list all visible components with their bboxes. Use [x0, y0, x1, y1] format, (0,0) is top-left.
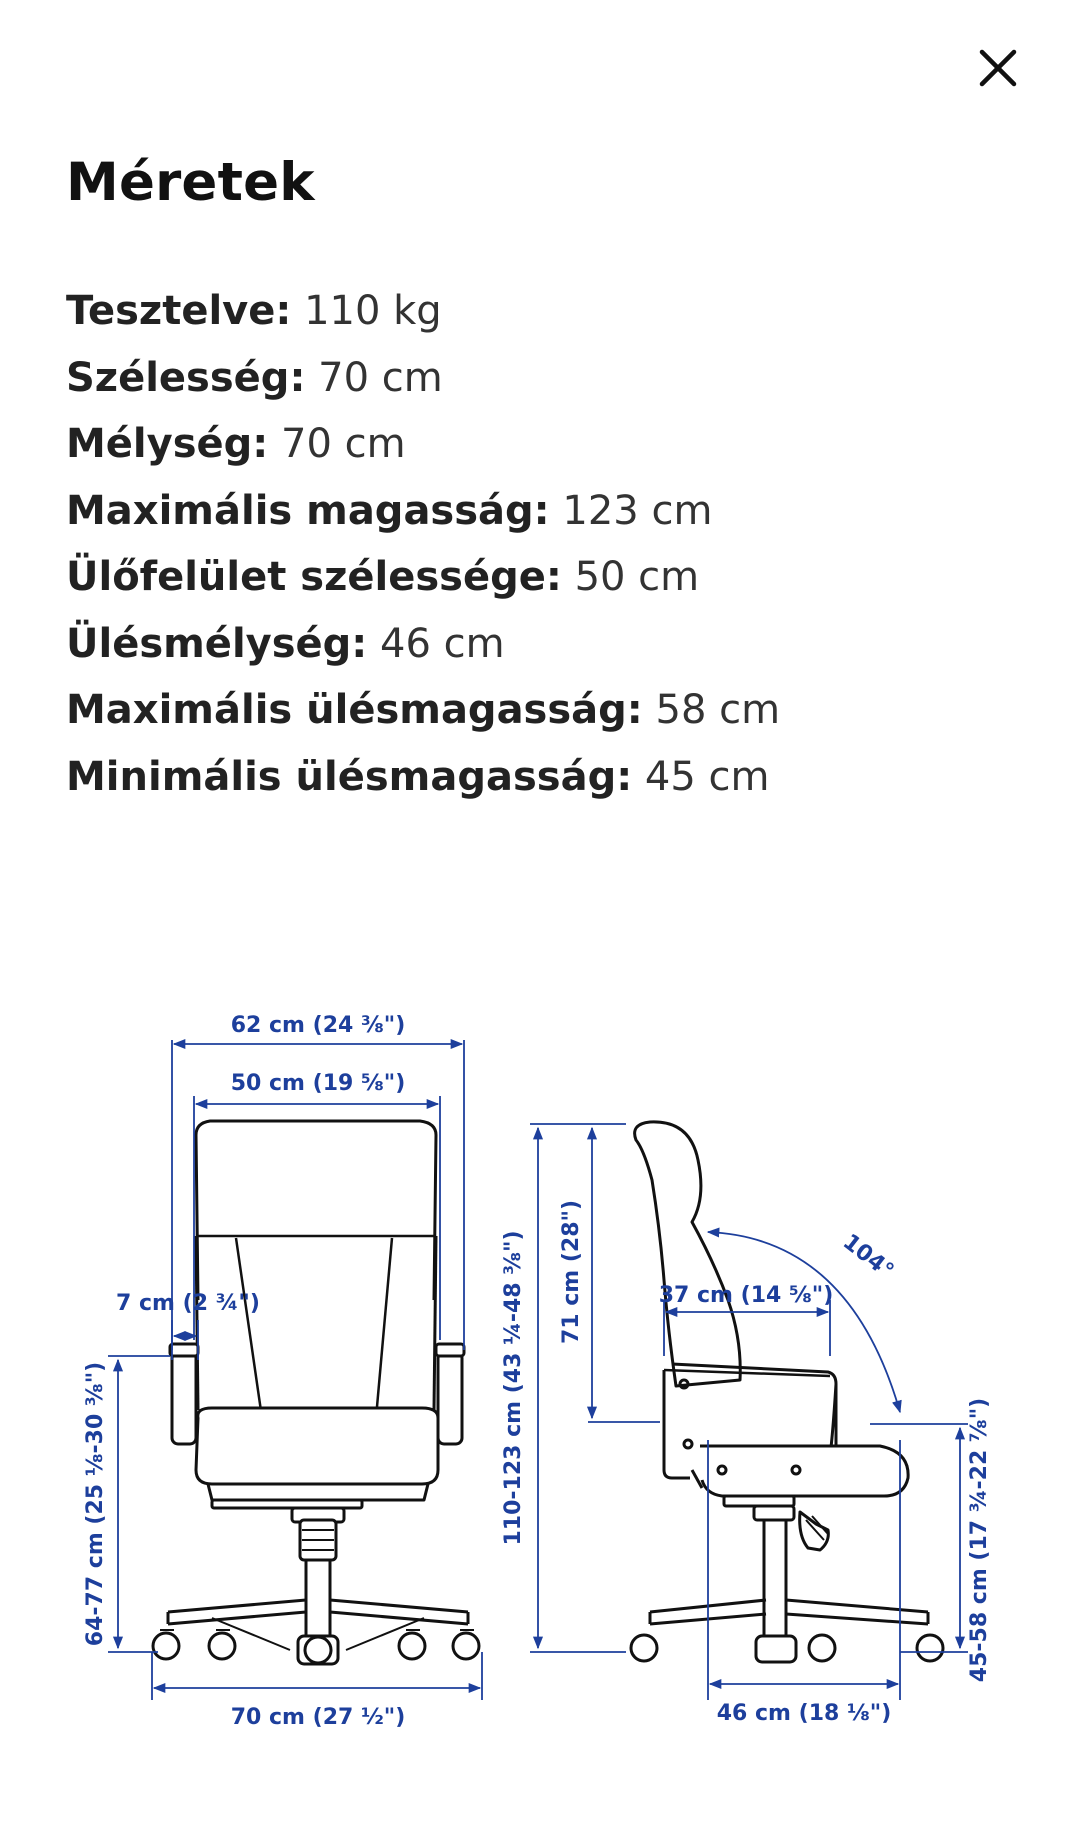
- dim-total-height: 110-123 cm (43 ¼-48 ⅜"): [501, 1230, 526, 1546]
- spec-max-seat-height: Maximális ülésmagasság: 58 cm: [66, 687, 781, 733]
- dim-armrest-depth: 37 cm (14 ⅝"): [658, 1283, 834, 1308]
- close-button[interactable]: [970, 40, 1026, 96]
- dim-base-width: 70 cm (27 ½"): [230, 1705, 406, 1730]
- spec-tested-weight: Tesztelve: 110 kg: [66, 288, 442, 334]
- front-view-chair: [153, 1121, 479, 1664]
- dim-armrest-width: 7 cm (2 ¾"): [116, 1291, 260, 1316]
- dim-backrest-height: 71 cm (28"): [559, 1199, 584, 1345]
- spec-min-seat-height: Minimális ülésmagasság: 45 cm: [66, 753, 770, 800]
- dim-recline-angle: 104°: [837, 1229, 899, 1285]
- spec-seat-width: Ülőfelület szélessége: 50 cm: [66, 554, 700, 600]
- dim-armrest-height: 64-77 cm (25 ⅛-30 ⅜"): [83, 1361, 108, 1647]
- close-icon: [978, 48, 1018, 88]
- dim-seat-depth: 46 cm (18 ⅛"): [716, 1701, 892, 1726]
- spec-seat-depth: Ülésmélység: 46 cm: [66, 620, 505, 667]
- dialog-title: Méretek: [66, 152, 315, 213]
- side-dimensions: [530, 1124, 968, 1700]
- dim-seat-width: 50 cm (19 ⅝"): [230, 1071, 406, 1096]
- spec-list: [66, 284, 780, 816]
- spec-depth: Mélység: 70 cm: [66, 421, 406, 467]
- dim-backrest-width: 62 cm (24 ⅜"): [230, 1013, 406, 1038]
- dim-seat-height: 45-58 cm (17 ¾-22 ⅞"): [967, 1397, 992, 1683]
- spec-max-height: Maximális magasság: 123 cm: [66, 487, 713, 534]
- dimension-diagram: [0, 960, 1072, 1740]
- side-view-chair: [631, 1122, 943, 1662]
- spec-width: Szélesség: 70 cm: [66, 354, 443, 401]
